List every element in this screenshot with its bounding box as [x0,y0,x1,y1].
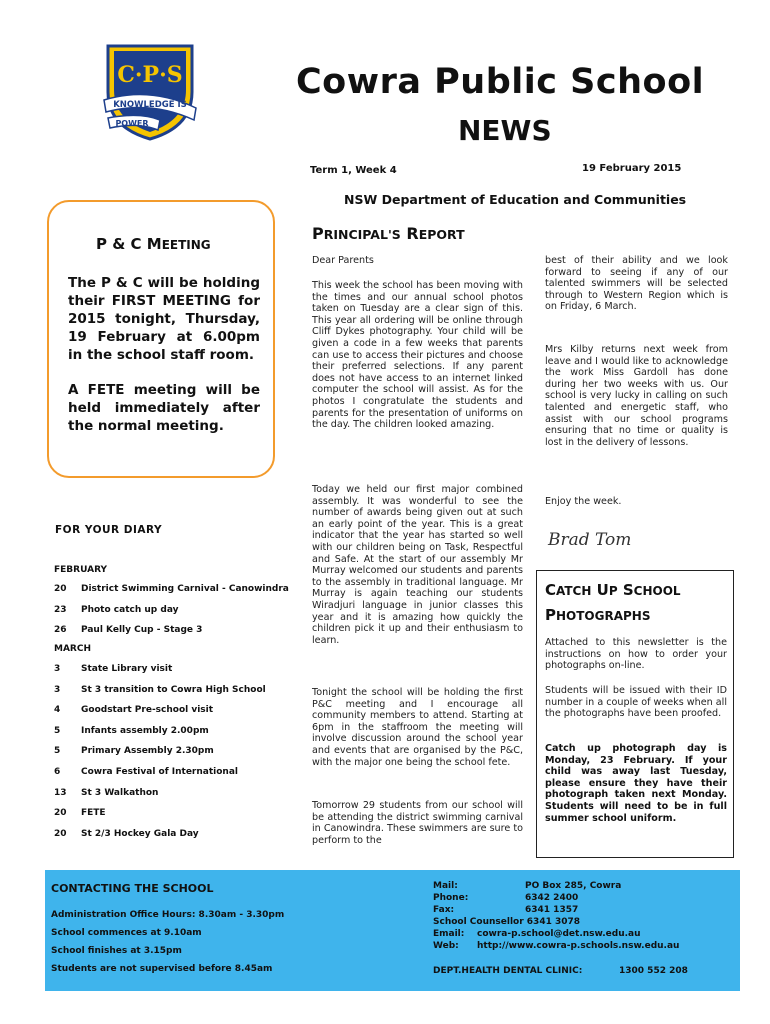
diary-day: 20 [54,584,67,594]
school-crest-logo [100,42,200,142]
diary-event: Primary Assembly 2.30pm [81,746,214,757]
phone-label: Phone: [433,893,469,903]
diary-day: 6 [54,767,61,777]
mail-label: Mail: [433,881,458,891]
diary-event: Cowra Festival of International [81,767,238,777]
diary-heading: FOR YOUR DIARY [55,524,163,536]
issue-date: 19 February 2015 [582,163,682,174]
diary-event: District Swimming Carnival - Canowindra [81,584,289,594]
school-commences: School commences at 9.10am [51,928,202,938]
report-paragraph: Mrs Kilby returns next week from leave and I would like to acknowledge the work Miss Gardoll has done during her two weeks with us. Our school is very lucky in calling on such talented and energetic staff, who assist with our school programs ensuring that no time or quality is lost in the delivery of lessons. [545,344,728,448]
pc-meeting-text: The P & C will be holding their FIRST MEETING for 2015 tonight, Thursday, 19 February at 6.00pm in the school staff room. [68,275,260,363]
web-label: Web: [433,941,459,951]
web-link[interactable]: http://www.cowra-p.schools.nsw.edu.au [477,941,680,951]
contact-heading: CONTACTING THE SCHOOL [51,882,214,895]
term-week: Term 1, Week 4 [310,165,397,176]
email-label: Email: [433,929,465,939]
office-hours: Administration Office Hours: 8.30am - 3.30pm [51,910,285,920]
diary-event: Photo catch up day [81,604,179,615]
department-name: NSW Department of Education and Communities [344,192,687,207]
diary-day: 3 [54,684,61,695]
supervision-note: Students are not supervised before 8.45am [51,964,273,974]
diary-day: 3 [54,664,61,674]
mail-value: PO Box 285, Cowra [525,881,622,891]
diary-event: St 3 transition to Cowra High School [81,684,266,695]
catch-up-paragraph: Attached to this newsletter is the instructions on how to order your photographs on-line. [545,637,727,672]
diary-event: Paul Kelly Cup - Stage 3 [81,625,203,635]
counsellor-phone: School Counsellor 6341 3078 [433,917,581,927]
diary-event: St 3 Walkathon [81,787,159,798]
report-paragraph: Tonight the school will be holding the first P&C meeting and I encourage all community members to attend. Starting at 6pm in the staffroom the meeting will involve discussion around the school year and events that are organised by the P&C, with the major one being the school fete. [312,687,523,768]
catch-up-paragraph: Students will be issued with their ID number in a couple of weeks when all the photographs have been proofed. [545,685,727,720]
month-label-march: MARCH [54,644,91,654]
diary-event: State Library visit [81,664,173,674]
diary-day: 5 [54,746,61,757]
month-label-february: FEBRUARY [54,565,108,575]
newsletter-subtitle: NEWS [458,114,552,147]
report-paragraph: Tomorrow 29 students from our school will be attending the district swimming carnival in Canowindra. These swimmers are sure to perform to the [312,800,523,846]
report-paragraph: Today we held our first major combined assembly. It was wonderful to see the number of awards being given out at such an early point of the year. This is a great indicator that the year has started so well with our children being on Task, Respectful and Safe. At the start of our assembly Mr Murray welcomed our students and parents to the assembly in traditional language. Mr Murray is again teaching our students Wiradjuri language in junior classes this year and it is amazing how quickly the children pick it up and their enthusiasm to learn. [312,484,523,646]
greeting: Dear Parents [312,255,374,266]
principal-report-heading: PRINCIPAL'S REPORT [312,224,465,243]
diary-day: 5 [54,725,61,736]
svg-text:KNOWLEDGE IS: KNOWLEDGE IS [113,100,187,110]
diary-event: Infants assembly 2.00pm [81,725,209,736]
catch-up-heading: CATCH UP SCHOOL PHOTOGRAPHS [545,581,681,624]
pc-fete-text: A FETE meeting will be held immediately after the normal meeting. [68,382,260,434]
contact-panel [45,870,740,991]
fax-value: 6341 1357 [525,905,579,915]
phone-value: 6342 2400 [525,893,579,903]
catch-up-notice: Catch up photograph day is Monday, 23 February. If your child was away last Tuesday, please ensure they have their photograph taken next Monday. Students will need to be in full summer school uniform. [545,743,727,824]
diary-day: 23 [54,604,67,615]
svg-text:POWER: POWER [115,119,149,128]
dental-label: DEPT.HEALTH DENTAL CLINIC: [433,966,583,976]
dental-phone: 1300 552 208 [619,966,688,976]
diary-day: 20 [54,828,67,839]
pc-meeting-title: P & C MEETING [96,235,211,253]
diary-day: 4 [54,705,61,716]
closing-line: Enjoy the week. [545,496,622,507]
diary-day: 20 [54,808,67,819]
svg-text:C·P·S: C·P·S [117,62,183,88]
report-paragraph: best of their ability and we look forward to seeing if any of our talented swimmers will be selected through to Western Region which is on Friday, 6 March. [545,255,728,313]
report-paragraph: This week the school has been moving with the times and our annual school photos taken on Tuesday are a clear sign of this. This year all ordering will be online through Cliff Dykes photography. Your child will be given a code in a few weeks that parents can use to access their pictures and choose their preferred selections. If any parent does not have access to an internet linked computer the school will assist. As for the photos I congratulate the students and parents for the presentation of uniforms on the day. The children looked amazing. [312,280,523,431]
diary-event: St 2/3 Hockey Gala Day [81,828,199,839]
diary-day: 26 [54,625,67,635]
diary-day: 13 [54,787,67,798]
school-finishes: School finishes at 3.15pm [51,946,182,956]
principal-signature: Brad Tom [548,530,632,550]
email-link[interactable]: cowra-p.school@det.nsw.edu.au [477,929,641,939]
diary-event: FETE [81,808,106,819]
fax-label: Fax: [433,905,455,915]
newsletter-title: Cowra Public School [296,62,705,102]
diary-event: Goodstart Pre-school visit [81,705,214,716]
